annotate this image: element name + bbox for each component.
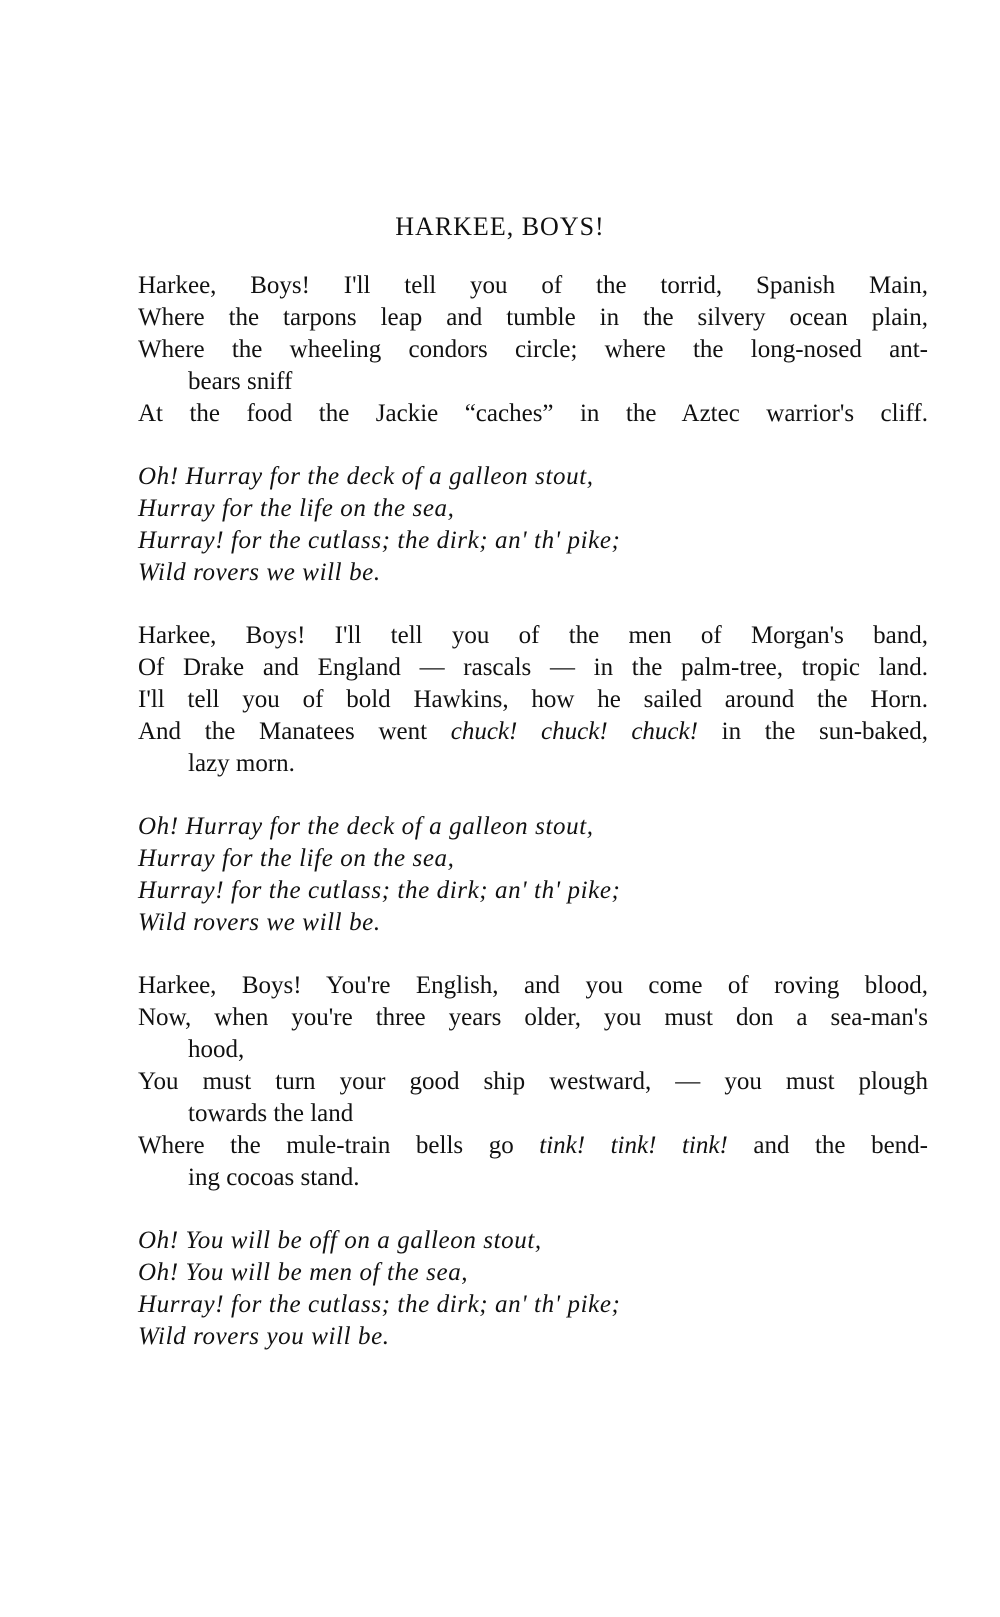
verse-line: Harkee, Boys! You're English, and you come of roving blood, bbox=[138, 972, 928, 999]
stanza-3 bbox=[138, 970, 928, 1194]
chorus-3 bbox=[138, 1225, 928, 1353]
chorus-1 bbox=[138, 461, 928, 589]
chorus-line: Hurray! for the cutlass; the dirk; an' th' pike; bbox=[138, 527, 621, 554]
verse-text: Where the mule-train bells go bbox=[138, 1132, 540, 1159]
verse-line: Of Drake and England — rascals — in the palm-tree, tropic land. bbox=[138, 654, 928, 681]
verse-line-continuation: bears sniff bbox=[188, 368, 293, 395]
verse-italic-text: chuck! chuck! chuck! bbox=[450, 718, 698, 745]
verse-line bbox=[138, 1130, 928, 1162]
chorus-line: Oh! Hurray for the deck of a galleon stout, bbox=[138, 463, 594, 490]
verse-line: Where the tarpons leap and tumble in the silvery ocean plain, bbox=[138, 304, 928, 331]
verse-text: And the Manatees went bbox=[138, 718, 451, 745]
chorus-line: Oh! You will be men of the sea, bbox=[138, 1259, 469, 1286]
poem-title: HARKEE, BOYS! bbox=[395, 212, 605, 241]
verse-line: Harkee, Boys! I'll tell you of the men of Morgan's band, bbox=[138, 622, 928, 649]
chorus-line: Hurray for the life on the sea, bbox=[138, 495, 455, 522]
chorus-line: Hurray! for the cutlass; the dirk; an' th' pike; bbox=[138, 877, 621, 904]
verse-line-continuation: towards the land bbox=[188, 1100, 354, 1127]
verse-line bbox=[138, 716, 928, 748]
chorus-line: Oh! You will be off on a galleon stout, bbox=[138, 1227, 542, 1254]
verse-line: At the food the Jackie “caches” in the Aztec warrior's cliff. bbox=[138, 400, 928, 427]
chorus-line: Wild rovers you will be. bbox=[138, 1323, 390, 1350]
chorus-line: Oh! Hurray for the deck of a galleon stout, bbox=[138, 813, 594, 840]
chorus-line: Hurray! for the cutlass; the dirk; an' th' pike; bbox=[138, 1291, 621, 1318]
stanza-2 bbox=[138, 620, 928, 780]
verse-line: Harkee, Boys! I'll tell you of the torrid, Spanish Main, bbox=[138, 272, 928, 299]
verse-line-continuation: hood, bbox=[188, 1036, 245, 1063]
chorus-2 bbox=[138, 811, 928, 939]
verse-line-continuation: ing cocoas stand. bbox=[188, 1164, 360, 1191]
verse-line: I'll tell you of bold Hawkins, how he sailed around the Horn. bbox=[138, 686, 928, 713]
verse-line: Where the wheeling condors circle; where the long-nosed ant- bbox=[138, 336, 928, 363]
verse-text: in the sun-baked, bbox=[697, 718, 928, 745]
verse-line: Now, when you're three years older, you must don a sea-man's bbox=[138, 1004, 928, 1031]
verse-italic-text: tink! tink! tink! bbox=[539, 1132, 728, 1159]
verse-line-continuation: lazy morn. bbox=[188, 750, 295, 777]
verse-text: and the bend- bbox=[727, 1132, 929, 1159]
stanza-1 bbox=[138, 270, 928, 430]
chorus-line: Wild rovers we will be. bbox=[138, 559, 381, 586]
poem-body bbox=[138, 270, 928, 1384]
chorus-line: Hurray for the life on the sea, bbox=[138, 845, 455, 872]
chorus-line: Wild rovers we will be. bbox=[138, 909, 381, 936]
verse-line: You must turn your good ship westward, — you must plough bbox=[138, 1068, 928, 1095]
